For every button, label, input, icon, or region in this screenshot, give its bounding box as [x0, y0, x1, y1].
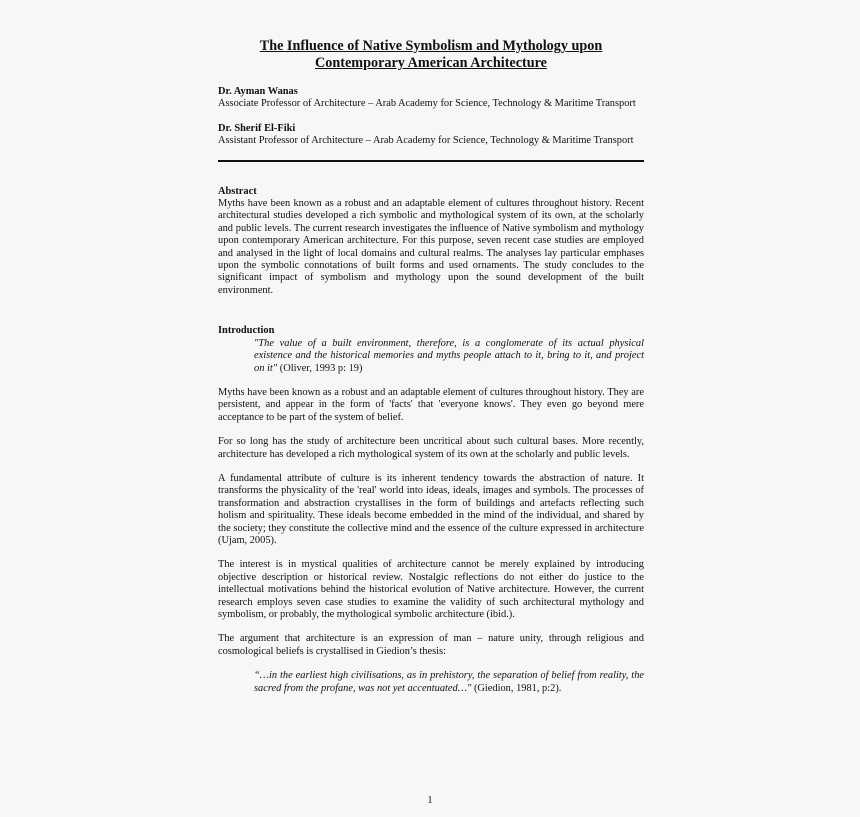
- intro-paragraph-1: Myths have been known as a robust and an adaptable element of cultures throughout history. They are persistent, and appear in the form of 'facts' that 'everyone knows'. They even go beyond mere acceptance to be part of the system of belief.: [218, 386, 644, 423]
- page-number: 1: [427, 795, 433, 806]
- epigraph-citation: (Oliver, 1993 p: 19): [277, 362, 363, 374]
- author-affiliation: Associate Professor of Architecture – Arab Academy for Science, Technology & Maritime Transport: [218, 98, 636, 110]
- thesis-quote-text: “…in the earliest high civilisations, as in prehistory, the separation of belief from reality, the sacred from the profane, was not yet accentuated…": [254, 670, 644, 694]
- epigraph-quote: [254, 338, 644, 375]
- author-affiliation: Assistant Professor of Architecture – Arab Academy for Science, Technology & Maritime Transport: [218, 135, 634, 147]
- abstract-text: Myths have been known as a robust and an adaptable element of cultures throughout history. Recent architectural studies developed a rich symbolic and mythological system of its own, at the scholarly and public levels. The current research investigates the influence of Native symbolism and mythology upon contemporary American architecture. For this purpose, seven recent case studies are employed and analysed in the light of local domains and cultural realms. The analyses lay particular emphases upon the symbolic connotations of built forms and used ornaments. The study concludes to the significant impact of symbolism and mythology upon the sound development of the built environment.: [218, 198, 644, 296]
- introduction-section: [218, 325, 644, 695]
- header-divider: [218, 160, 644, 162]
- author-2: [218, 123, 644, 148]
- epigraph-quote-text: "The value of a built environment, therefore, is a conglomerate of its actual physical existence and the historical memories and myths people attach to it, bring to it, and project on it": [254, 337, 644, 374]
- introduction-heading: Introduction: [218, 325, 275, 337]
- thesis-quote: [254, 670, 644, 695]
- intro-paragraph-5: The argument that architecture is an expression of man – nature unity, through religious and cosmological beliefs is crystallised in Giedion’s thesis:: [218, 633, 644, 657]
- author-1: [218, 86, 644, 111]
- intro-paragraph-4: The interest is in mystical qualities of architecture cannot be merely explained by introducing objective description or historical review. Nostalgic reflections do not either do justice to the intellectual motivations behind the historical evolution of Native architecture. However, the current research employs seven case studies to examine the validity of such architectural mythology and symbolism, or probably, the mythological symbolic architecture (ibid.).: [218, 559, 644, 620]
- document-page: [218, 38, 644, 695]
- thesis-citation: (Giedion, 1981, p:2).: [471, 682, 562, 694]
- title-line-2: Contemporary American Architecture: [315, 55, 547, 71]
- author-name: Dr. Ayman Wanas: [218, 86, 298, 97]
- author-name: Dr. Sherif El-Fiki: [218, 122, 296, 134]
- intro-paragraph-3: A fundamental attribute of culture is its inherent tendency towards the abstraction of nature. It transforms the physicality of the 'real' world into ideas, ideals, images and symbols. The processes of transformation and abstraction crystallises in the form of buildings and artefacts reflecting such holism and spirituality. These ideals become embedded in the mind of the individual, and shared by the society; they constitute the collective mind and the essence of the culture expressed in architecture (Ujam, 2005).: [218, 472, 644, 546]
- abstract-section: [218, 186, 644, 298]
- title-line-1: The Influence of Native Symbolism and Mythology upon: [259, 38, 603, 54]
- intro-paragraph-2: For so long has the study of architecture been uncritical about such cultural bases. More recently, architecture has developed a rich mythological system of its own at the scholarly and public levels.: [218, 436, 644, 460]
- paper-title: [218, 38, 644, 72]
- abstract-heading: Abstract: [218, 185, 257, 197]
